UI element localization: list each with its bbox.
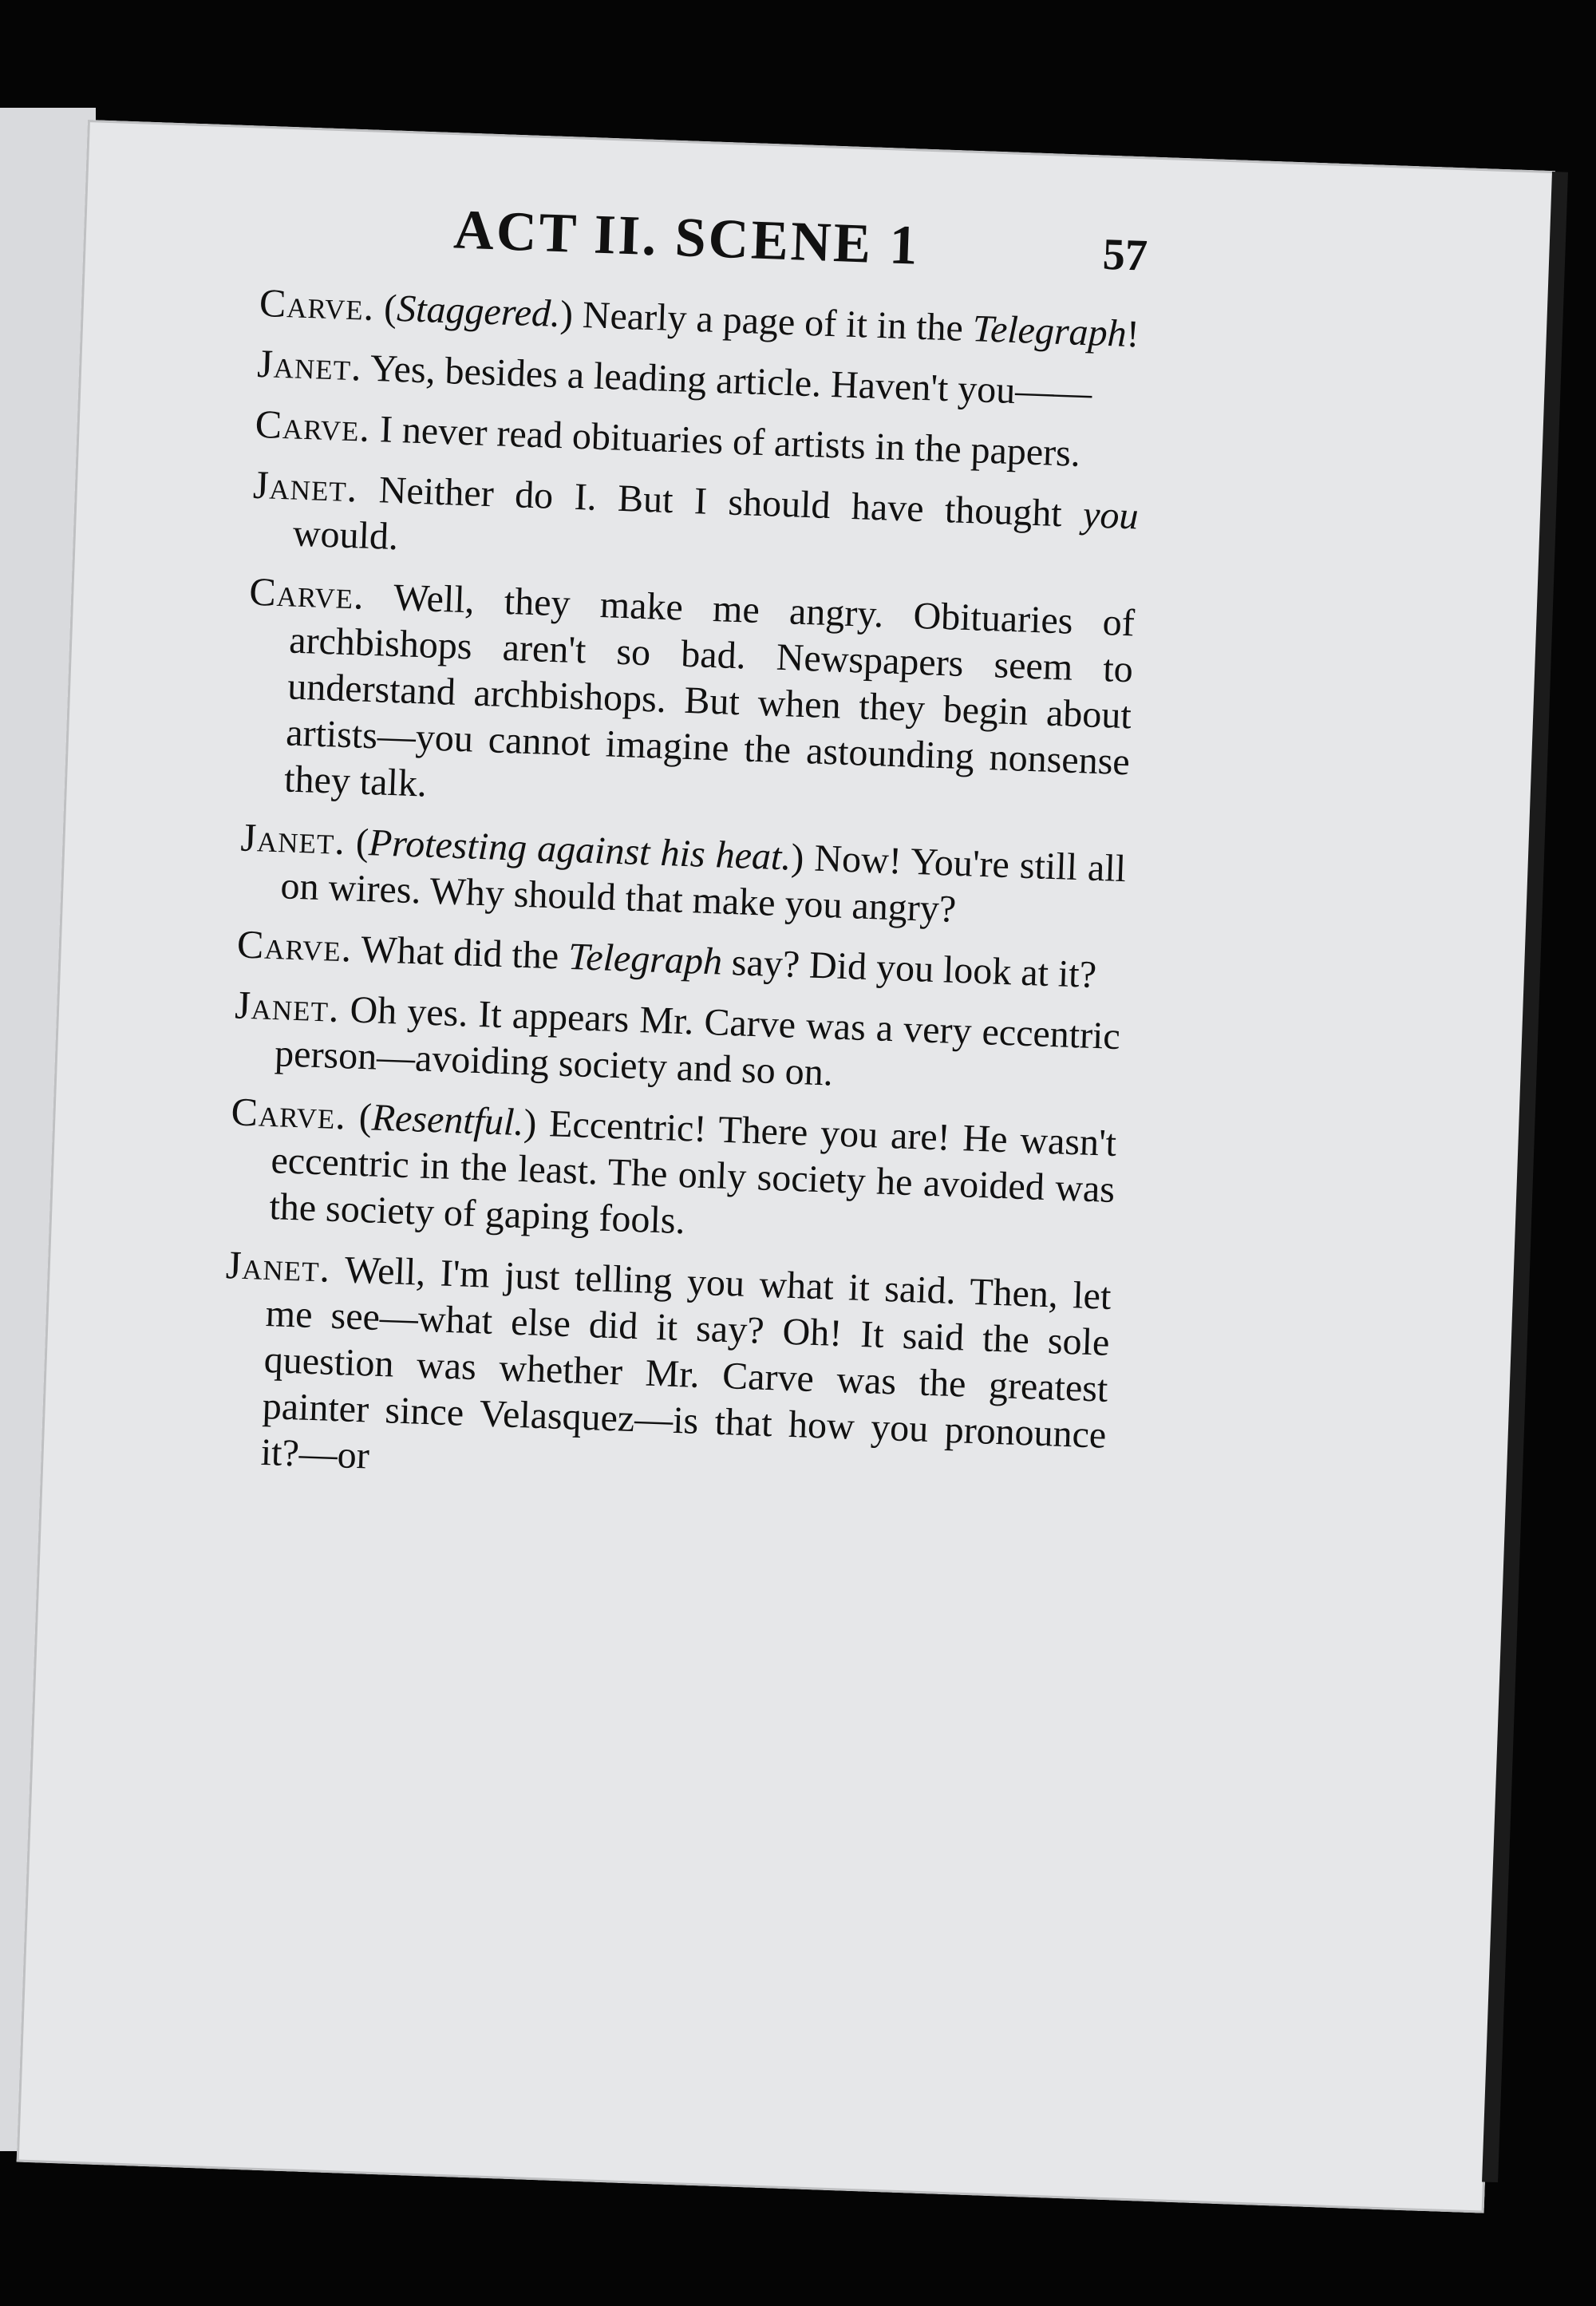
speech-text: Well, I'm just telling you what it said. Then, let me see—what else did it say? Oh! It said the sole question was whether Mr. Carve was the greatest painter since Velasquez—is that how you pronounce it?—or: [259, 1248, 1112, 1477]
speech-text: ) Nearly a page of it in the: [559, 293, 974, 350]
speech-text: What did the: [360, 928, 570, 978]
speaker-name: Janet.: [239, 814, 346, 864]
speech-6: [239, 814, 1127, 939]
dialogue: [219, 279, 1146, 1505]
speech-text: Neither do I. But I should have thought: [377, 469, 1084, 536]
speech-10: [219, 1241, 1112, 1505]
speech-text: say? Did you look at it?: [721, 940, 1097, 997]
italic-text: you: [1082, 493, 1140, 538]
speech-text: ) Now! You're still all on wires. Why should that make you angry?: [279, 836, 1127, 931]
speaker-name: Carve.: [254, 401, 372, 450]
page-text-block: [218, 192, 1148, 1518]
speech-text: I never read obituaries of artists in the papers.: [379, 408, 1081, 475]
speaker-name: Carve.: [230, 1089, 347, 1138]
speech-text: !: [1125, 312, 1140, 356]
speech-text: Yes, besides a leading article. Haven't you——: [369, 346, 1093, 415]
speech-9: [227, 1088, 1117, 1260]
speaker-name: Janet.: [252, 461, 359, 511]
speaker-name: Janet.: [234, 982, 341, 1030]
speech-text: (: [383, 287, 398, 330]
speaker-name: Carve.: [259, 279, 376, 329]
italic-text: Resentful.: [370, 1096, 525, 1145]
speech-text: Well, they make me angry. Obituaries of archbishops aren't so bad. Newspapers seem to understand archbishops. But when they begin about artists—you cannot imagine the astounding nonsense they talk.: [283, 576, 1136, 805]
speaker-name: Janet.: [225, 1242, 332, 1291]
running-head: ACT II. SCENE 1: [452, 199, 921, 277]
speaker-name: Carve.: [248, 568, 365, 618]
speech-text: (: [358, 1095, 373, 1139]
speech-text: ) Eccentric! There you are! He wasn't eccentric in the least. The only society he avoided was the society of gaping fools.: [268, 1102, 1117, 1243]
italic-text: Staggered.: [396, 287, 561, 336]
italic-text: Telegraph: [971, 307, 1128, 355]
page-number: 57: [1101, 229, 1148, 281]
speech-4: [251, 461, 1139, 587]
italic-text: Protesting against his heat.: [368, 821, 792, 879]
speaker-name: Carve.: [236, 921, 354, 971]
speech-8: [232, 981, 1120, 1106]
italic-text: Telegraph: [567, 935, 723, 983]
speaker-name: Janet.: [256, 340, 363, 390]
speech-text: Oh yes. It appears Mr. Carve was a very eccentric person—avoiding society and so on.: [274, 988, 1121, 1094]
speech-text: (: [355, 821, 369, 864]
speech-text: would.: [292, 512, 399, 559]
speech-5: [242, 568, 1136, 833]
